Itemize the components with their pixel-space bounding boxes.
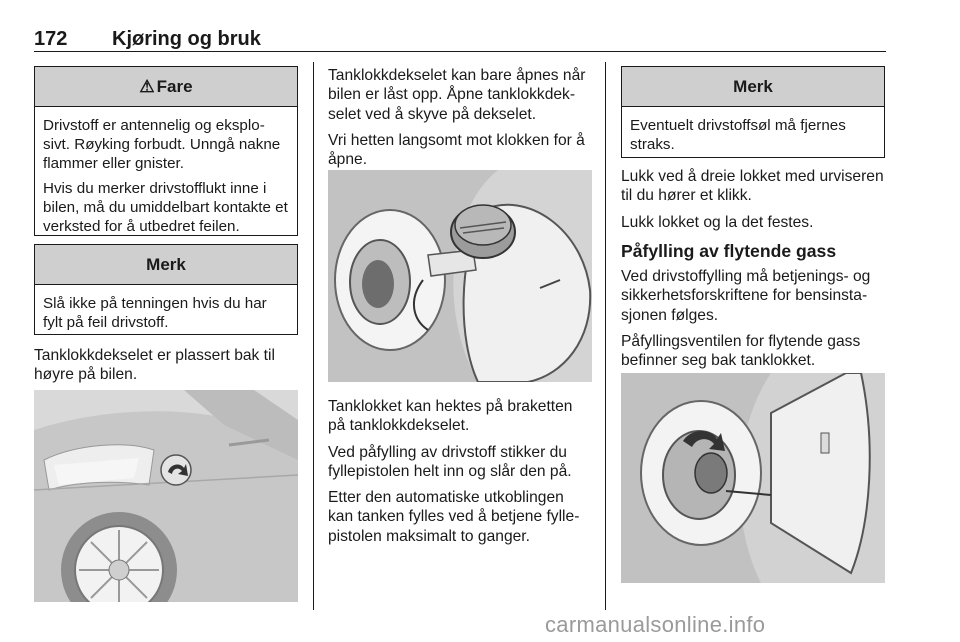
col3-text xyxy=(621,167,889,378)
col3-paragraph-3: Ved drivstoffylling må betjenings- og sikkerhetsforskriftene for bensinsta-sjonen følges. xyxy=(621,268,871,324)
danger-box-title: Fare xyxy=(156,76,193,96)
danger-paragraph-1: Drivstoff er antennelig og eksplo-sivt. Røyking forbudt. Unngå nakne flammer eller gnister. xyxy=(43,117,281,172)
col3-paragraph-4: Påfyllingsventilen for flytende gass befinner seg bak tanklokket. xyxy=(621,333,861,370)
danger-box-body xyxy=(35,107,297,242)
danger-box-header xyxy=(35,67,297,107)
note-box-1-header xyxy=(35,245,297,285)
page-number: 172 xyxy=(34,28,68,50)
chapter-title: Kjøring og bruk xyxy=(112,28,261,50)
fuel-cap-illustration xyxy=(328,170,592,382)
col3-paragraph-2: Lukk lokket og la det festes. xyxy=(621,213,814,231)
note-box-1-text: Slå ikke på tenningen hvis du har fylt på feil drivstoff. xyxy=(43,295,267,331)
col2-paragraph-5: Etter den automatiske utkoblingen kan tanken fylles ved å betjene fylle-pistolen maksimalt to ganger. xyxy=(328,489,580,545)
col2-paragraph-3: Tanklokket kan hektes på braketten på tanklokkdekselet. xyxy=(328,398,573,435)
col2-paragraph-1: Tanklokkdekselet kan bare åpnes når bilen er låst opp. Åpne tanklokkdek-selet ved å skyve på dekselet. xyxy=(328,67,586,123)
page-header xyxy=(34,26,886,52)
watermark: carmanualsonline.info xyxy=(545,612,766,637)
note-box-2 xyxy=(621,66,885,158)
col1-paragraph: Tanklokkdekselet er plassert bak til høyre på bilen. xyxy=(34,347,275,384)
gas-valve-illustration xyxy=(621,373,885,583)
col2-paragraph-4: Ved påfylling av drivstoff stikker du fyllepistolen helt inn og slår den på. xyxy=(328,443,572,480)
note-box-1-title: Merk xyxy=(146,254,186,274)
col1-text xyxy=(34,346,298,392)
column-divider-1 xyxy=(313,62,314,610)
danger-box xyxy=(34,66,298,236)
col3-paragraph-1: Lukk ved å dreie lokket med urviseren til du hører et klikk. xyxy=(621,168,884,205)
note-box-1 xyxy=(34,244,298,335)
col2-text-bottom xyxy=(328,397,592,553)
note-box-2-title: Merk xyxy=(733,76,773,96)
col2-text-top xyxy=(328,66,592,176)
car-rear-illustration xyxy=(34,390,298,602)
col2-paragraph-2: Vri hetten langsomt mot klokken for å åpne. xyxy=(328,131,585,169)
column-divider-2 xyxy=(605,62,606,610)
note-box-1-body xyxy=(35,285,297,338)
note-box-2-header xyxy=(622,67,884,107)
danger-paragraph-2: Hvis du merker drivstofflukt inne i bilen, må du umiddelbart kontakte et verksted for å utbedret feilen. xyxy=(43,180,288,235)
warning-triangle-icon: ⚠ xyxy=(139,76,155,96)
note-box-2-text: Eventuelt drivstoffsøl må fjernes straks. xyxy=(630,117,846,153)
note-box-2-body xyxy=(622,107,884,160)
section-heading: Påfylling av flytende gass xyxy=(621,240,837,261)
